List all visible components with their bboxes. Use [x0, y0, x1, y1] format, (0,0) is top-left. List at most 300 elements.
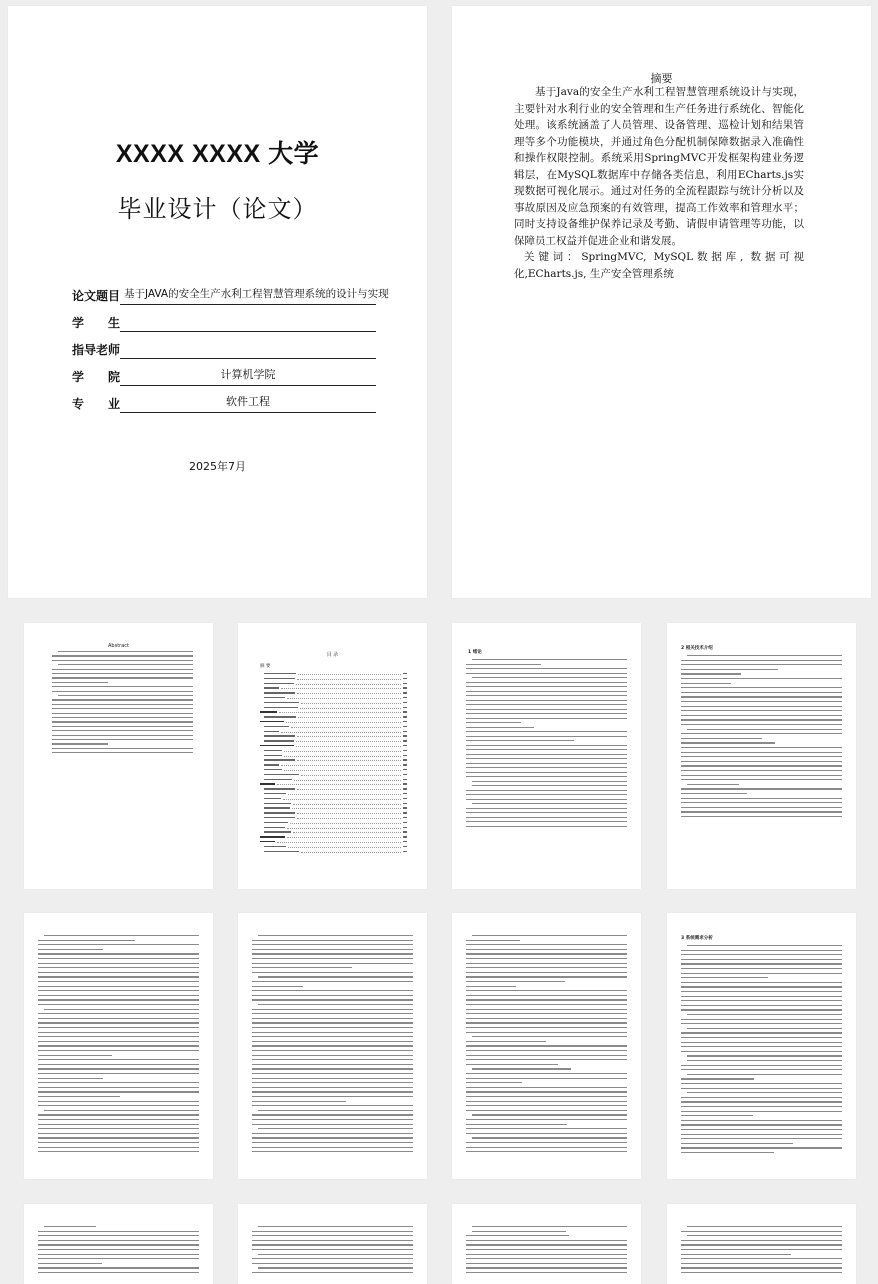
toc-leader-dots — [281, 765, 401, 766]
text-line — [466, 1272, 627, 1273]
toc-page-number — [403, 836, 407, 837]
text-line — [252, 1087, 413, 1088]
text-line — [466, 1027, 627, 1028]
text-line — [252, 1258, 413, 1259]
text-line — [681, 1042, 842, 1043]
toc-page-number — [403, 697, 407, 698]
text-line — [252, 1272, 413, 1273]
text-line — [681, 1240, 842, 1241]
text-line — [681, 1143, 793, 1144]
text-line — [466, 949, 627, 950]
toc-entry — [260, 707, 407, 710]
toc-entry — [260, 851, 407, 854]
page-thumbnail-abstract-en[interactable] — [24, 623, 213, 889]
page-thumbnail-body-6[interactable] — [452, 1204, 641, 1284]
text-line — [52, 686, 193, 687]
text-line — [466, 981, 565, 982]
text-line — [466, 1119, 627, 1120]
text-line — [38, 1244, 199, 1245]
toc-entry — [260, 822, 407, 825]
text-line — [38, 1101, 199, 1102]
text-line — [681, 973, 842, 974]
toc-label — [264, 740, 294, 741]
text-line — [681, 710, 842, 711]
text-line — [466, 821, 627, 822]
text-line — [681, 1134, 842, 1135]
toc-label — [264, 735, 295, 736]
toc-entry — [260, 726, 407, 729]
toc-page-number — [403, 851, 407, 852]
text-line — [252, 963, 413, 964]
text-line — [466, 1004, 627, 1005]
text-line — [687, 1235, 842, 1236]
text-line — [252, 958, 413, 959]
text-line — [466, 976, 627, 977]
text-line — [681, 775, 842, 776]
text-line — [466, 1022, 627, 1023]
info-row-thesis-title — [72, 284, 389, 308]
text-line — [252, 944, 413, 945]
toc-leader-dots — [277, 842, 401, 843]
text-line — [681, 765, 842, 766]
text-line — [681, 991, 842, 992]
toc-label — [264, 697, 285, 698]
text-line — [466, 664, 541, 665]
text-line — [38, 1249, 199, 1250]
text-line — [681, 1019, 842, 1020]
text-line — [52, 677, 193, 678]
text-line — [52, 748, 193, 749]
text-line — [687, 1060, 842, 1061]
text-line — [252, 1055, 413, 1056]
text-line — [466, 704, 627, 705]
toc-entry — [260, 827, 407, 830]
text-line — [681, 724, 842, 725]
text-line — [687, 1092, 842, 1093]
text-line — [466, 1124, 567, 1125]
text-line — [52, 717, 193, 718]
page-thumbnail-body-1[interactable] — [24, 913, 213, 1179]
text-line — [52, 743, 108, 744]
toc-leader-dots — [287, 698, 401, 699]
text-line — [681, 816, 842, 817]
toc-entry — [260, 759, 407, 762]
toc-leader-dots — [279, 712, 401, 713]
text-line — [466, 1032, 627, 1033]
text-line — [38, 1137, 199, 1138]
text-line — [38, 1045, 199, 1046]
text-line — [681, 968, 842, 969]
text-line — [466, 953, 627, 954]
text-line — [44, 1009, 199, 1010]
toc-leader-dots — [281, 732, 401, 733]
page-thumbnail-ch2[interactable] — [667, 623, 856, 889]
toc-label — [264, 807, 290, 808]
text-line — [38, 953, 199, 954]
toc-entry — [260, 817, 407, 820]
text-line — [681, 982, 842, 983]
text-line — [252, 1124, 413, 1125]
text-line — [466, 1267, 627, 1268]
toc-entry — [260, 750, 407, 753]
text-line — [252, 1151, 413, 1152]
text-line — [252, 1009, 413, 1010]
info-row-advisor — [72, 338, 376, 362]
text-line — [252, 1137, 413, 1138]
text-line — [466, 700, 627, 701]
toc-entry — [260, 788, 407, 791]
page-thumbnail-ch3[interactable] — [667, 913, 856, 1179]
toc-entry — [260, 812, 407, 815]
text-line — [681, 802, 842, 803]
text-line — [466, 1009, 627, 1010]
text-line — [466, 668, 627, 669]
text-line — [52, 735, 193, 736]
page-thumbnail-body-5[interactable] — [238, 1204, 427, 1284]
abstract-keywords: 关键词：SpringMVC, MySQL数据库, 数据可视化,ECharts.js, 生产安全管理系统 — [514, 251, 804, 280]
text-line — [681, 1046, 842, 1047]
text-line — [466, 817, 627, 818]
toc-label — [264, 750, 282, 751]
toc-label — [264, 707, 298, 708]
info-row-major — [72, 392, 376, 416]
abstract-page — [452, 6, 871, 598]
text-line — [472, 935, 627, 936]
text-line — [466, 1142, 627, 1143]
thumbnail-heading: 3 系统需求分析 — [681, 936, 713, 941]
text-line — [681, 706, 842, 707]
text-line — [38, 1059, 199, 1060]
text-line — [466, 736, 627, 737]
text-line — [38, 1147, 199, 1148]
text-line — [681, 1129, 842, 1130]
text-line — [52, 699, 193, 700]
toc-leader-dots — [291, 727, 401, 728]
toc-page-number — [403, 673, 407, 674]
student-value — [120, 311, 376, 332]
text-line — [681, 1258, 842, 1259]
text-line — [38, 1254, 199, 1255]
text-line — [38, 940, 135, 941]
toc-page-number — [403, 711, 407, 712]
text-line — [38, 1258, 199, 1259]
toc-label — [264, 788, 295, 789]
toc-page-number — [403, 683, 407, 684]
text-line — [252, 1018, 413, 1019]
text-line — [466, 718, 627, 719]
text-line — [466, 1064, 558, 1065]
text-line — [466, 958, 627, 959]
text-line — [38, 1240, 199, 1241]
text-line — [466, 967, 627, 968]
text-line — [466, 1240, 627, 1241]
text-line — [687, 1028, 842, 1029]
page-thumbnail-body-7[interactable] — [667, 1204, 856, 1284]
text-line — [252, 986, 303, 987]
text-line — [252, 953, 413, 954]
text-line — [252, 1041, 413, 1042]
toc-leader-dots — [296, 684, 401, 685]
text-line — [466, 1096, 627, 1097]
text-line — [252, 1068, 413, 1069]
text-line — [38, 1105, 199, 1106]
text-line — [252, 1263, 413, 1264]
text-line — [681, 1263, 842, 1264]
thumbnail-heading: 2 相关技术介绍 — [681, 646, 713, 651]
toc-leader-dots — [297, 679, 401, 680]
text-line — [252, 967, 352, 968]
toc-entry — [260, 711, 407, 714]
text-line — [681, 1147, 842, 1148]
text-line — [38, 967, 199, 968]
toc-label — [260, 745, 294, 746]
text-line — [681, 715, 842, 716]
text-line — [252, 1027, 413, 1028]
text-line — [44, 1110, 199, 1111]
text-line — [44, 1226, 96, 1227]
text-line — [52, 704, 193, 705]
text-line — [472, 1036, 627, 1037]
text-line — [466, 1263, 627, 1264]
text-line — [681, 1111, 842, 1112]
text-line — [466, 763, 627, 764]
text-line — [52, 682, 108, 683]
toc-leader-dots — [293, 804, 401, 805]
text-line — [681, 752, 842, 753]
toc-label — [264, 764, 279, 765]
text-line — [252, 990, 413, 991]
toc-label — [264, 817, 295, 818]
text-line — [681, 669, 778, 670]
text-line — [44, 935, 199, 936]
text-line — [681, 719, 842, 720]
text-line — [681, 1272, 842, 1273]
info-label: 指导老师 — [72, 343, 121, 357]
toc-label — [264, 803, 291, 804]
toc-page-number — [403, 774, 407, 775]
text-line — [466, 1254, 627, 1255]
page-thumbnail-body-2[interactable] — [238, 913, 427, 1179]
cover-page — [8, 6, 427, 598]
text-line — [252, 1022, 413, 1023]
toc-page-number — [403, 745, 407, 746]
major-value: 软件工程 — [120, 392, 376, 413]
info-row-college — [72, 365, 376, 389]
text-line — [681, 1023, 842, 1024]
text-line — [472, 1231, 566, 1232]
text-line — [466, 1128, 627, 1129]
text-line — [466, 999, 627, 1000]
document-type-title: 毕业设计（论文） — [117, 195, 318, 223]
text-line — [681, 1120, 842, 1121]
toc-leader-dots — [286, 722, 401, 723]
toc-page-number — [403, 707, 407, 708]
text-line — [472, 781, 627, 782]
toc-page-number — [403, 755, 407, 756]
text-line — [466, 758, 627, 759]
text-line — [38, 972, 199, 973]
text-line — [466, 1050, 627, 1051]
toc-leader-dots — [290, 823, 401, 824]
text-line — [466, 1073, 627, 1074]
toc-leader-dots — [297, 818, 401, 819]
text-line — [38, 999, 199, 1000]
text-line — [38, 1267, 199, 1268]
toc-label — [264, 774, 299, 775]
page-thumbnail-ch1[interactable] — [452, 623, 641, 889]
text-line — [58, 695, 193, 696]
text-line — [252, 1091, 413, 1092]
text-line — [252, 1240, 413, 1241]
text-line — [466, 995, 627, 996]
text-line — [681, 770, 842, 771]
toc-entry — [260, 831, 407, 834]
toc-page-number — [403, 750, 407, 751]
toc-label — [264, 831, 291, 832]
text-line — [466, 1249, 627, 1250]
text-line — [38, 1119, 199, 1120]
toc-label — [264, 793, 286, 794]
university-name: XXXX XXXX 大学 — [115, 140, 320, 168]
text-line — [681, 986, 842, 987]
text-line — [466, 1082, 522, 1083]
text-line — [466, 1013, 627, 1014]
text-line — [252, 1244, 413, 1245]
text-line — [681, 793, 747, 794]
toc-label — [264, 687, 279, 688]
text-line — [52, 721, 193, 722]
toc-page-number — [403, 716, 407, 717]
text-line — [681, 1032, 842, 1033]
text-line — [52, 726, 193, 727]
toc-page-number — [403, 759, 407, 760]
toc-label — [264, 692, 295, 693]
text-line — [681, 977, 768, 978]
text-line — [38, 1235, 199, 1236]
toc-page-number — [403, 831, 407, 832]
text-line — [38, 1068, 199, 1069]
toc-label — [264, 769, 282, 770]
toc-label — [264, 812, 295, 813]
toc-entry — [260, 735, 407, 738]
text-line — [687, 945, 842, 946]
toc-page-number — [403, 764, 407, 765]
text-line — [252, 1045, 413, 1046]
text-line — [687, 1055, 842, 1056]
text-line — [681, 761, 842, 762]
text-line — [466, 1105, 627, 1106]
text-line — [252, 1096, 413, 1097]
advisor-value — [120, 338, 376, 359]
toc-leader-dots — [284, 756, 401, 757]
text-line — [681, 1083, 842, 1084]
info-label: 论文题目 — [72, 289, 121, 303]
text-line — [687, 1014, 842, 1015]
text-line — [38, 976, 199, 977]
text-line — [681, 687, 842, 688]
page-thumbnail-toc[interactable] — [238, 623, 427, 889]
text-line — [681, 1106, 842, 1107]
text-line — [681, 1069, 842, 1070]
toc-page-number — [403, 692, 407, 693]
text-line — [681, 747, 842, 748]
text-line — [466, 1045, 627, 1046]
text-line — [681, 1231, 842, 1232]
text-line — [681, 696, 842, 697]
text-line — [687, 1226, 842, 1227]
toc-label — [260, 841, 275, 842]
text-line — [466, 1078, 627, 1079]
text-line — [466, 695, 627, 696]
text-line — [472, 659, 627, 660]
toc-page-number — [403, 846, 407, 847]
text-line — [681, 1078, 754, 1079]
text-line — [466, 826, 627, 827]
toc-entry — [260, 697, 407, 700]
text-line — [252, 1101, 346, 1102]
text-line — [687, 655, 842, 656]
text-line — [52, 669, 193, 670]
text-line — [466, 1101, 627, 1102]
text-line — [258, 935, 413, 936]
toc-entry — [260, 774, 407, 777]
text-line — [252, 1082, 413, 1083]
toc-leader-dots — [300, 708, 401, 709]
text-line — [38, 1151, 199, 1152]
toc-entry — [260, 721, 407, 724]
page-thumbnail-body-3[interactable] — [452, 913, 641, 1179]
toc-page-number — [403, 731, 407, 732]
toc-entry — [260, 783, 407, 786]
text-line — [681, 1115, 753, 1116]
text-line — [38, 1124, 199, 1125]
text-line — [681, 1249, 842, 1250]
text-line — [466, 673, 627, 674]
text-line — [681, 1051, 842, 1052]
toc-entry — [260, 692, 407, 695]
toc-leader-dots — [301, 703, 401, 704]
toc-label — [264, 673, 296, 674]
toc-label — [264, 798, 281, 799]
toc-entry — [260, 769, 407, 772]
text-line — [38, 1036, 199, 1037]
toc-label — [264, 726, 289, 727]
text-line — [472, 1068, 571, 1069]
text-line — [466, 722, 521, 723]
text-line — [38, 1114, 199, 1115]
text-line — [466, 940, 520, 941]
text-line — [52, 713, 193, 714]
text-line — [252, 999, 413, 1000]
toc-page-number — [403, 721, 407, 722]
toc-entry — [260, 836, 407, 839]
text-line — [466, 790, 627, 791]
text-line — [681, 954, 842, 955]
text-line — [466, 713, 627, 714]
text-line — [38, 958, 199, 959]
toc-leader-dots — [288, 794, 401, 795]
text-line — [38, 1142, 199, 1143]
text-line — [681, 1037, 842, 1038]
page-thumbnail-body-4[interactable] — [24, 1204, 213, 1284]
text-line — [252, 1147, 413, 1148]
toc-entry — [260, 803, 407, 806]
text-line — [681, 1097, 842, 1098]
text-line — [466, 1087, 627, 1088]
text-line — [252, 1073, 413, 1074]
text-line — [38, 1128, 199, 1129]
text-line — [252, 1235, 413, 1236]
